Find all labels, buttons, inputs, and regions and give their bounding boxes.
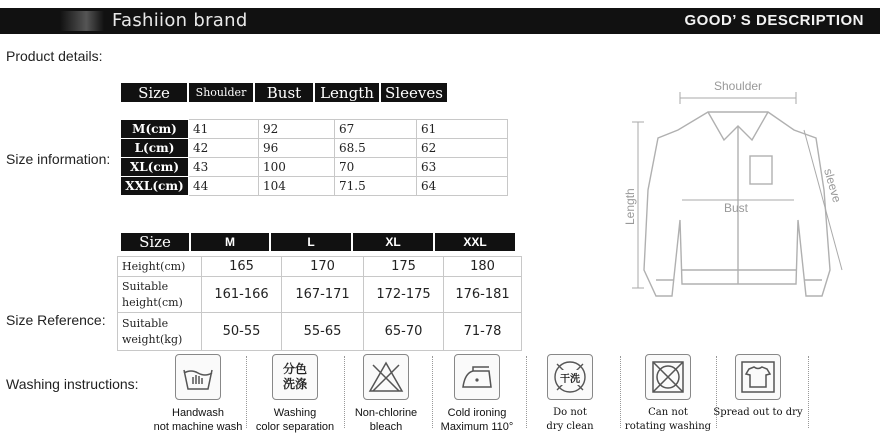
dry-clean-glyph: 干洗	[560, 370, 580, 385]
cell-suitable-weight: 50-55	[202, 313, 282, 351]
cell-length: 71.5	[335, 177, 417, 196]
header-shoulder: Shoulder	[188, 82, 254, 103]
reference-table-header	[120, 232, 516, 252]
wash-text-1: Handwash	[172, 407, 224, 419]
measure-lines	[632, 92, 845, 288]
wash-dry-flat	[708, 354, 808, 420]
shirt-diagram	[598, 70, 868, 310]
diagram-sleeve-label: sleeve	[821, 166, 845, 205]
table-row	[121, 139, 508, 158]
table-row	[118, 313, 522, 351]
header-bust: Bust	[254, 82, 314, 103]
cell-height: 170	[282, 257, 364, 277]
no-dry-clean-icon	[547, 354, 593, 400]
brand-name: Fashiion brand	[112, 10, 248, 31]
suitable-weight-label-line1: Suitable	[122, 316, 169, 330]
iron-icon	[454, 354, 500, 400]
color-separation-glyph-2: 洗涤	[282, 377, 307, 391]
wash-text-1: Cold ironing	[447, 407, 507, 419]
header-sleeves: Sleeves	[380, 82, 448, 103]
size-table	[120, 119, 508, 196]
diagram-shoulder-label: Shoulder	[714, 79, 763, 93]
ref-header-xxl: XXL	[434, 232, 516, 252]
cell-sleeves: 62	[417, 139, 508, 158]
row-size: XXL(cm)	[121, 177, 189, 196]
cell-shoulder: 41	[189, 120, 259, 139]
dry-flat-icon	[735, 354, 781, 400]
cell-suitable-weight: 55-65	[282, 313, 364, 351]
cell-bust: 100	[259, 158, 335, 177]
suitable-height-label	[118, 277, 202, 313]
header-size: Size	[120, 82, 188, 103]
cell-suitable-weight: 65-70	[364, 313, 444, 351]
table-row	[121, 120, 508, 139]
suitable-weight-label-line2: weight(kg)	[122, 332, 183, 346]
wash-text-2: bleach	[369, 421, 403, 433]
cell-bust: 92	[259, 120, 335, 139]
reference-table	[117, 256, 522, 351]
row-size: XL(cm)	[121, 158, 189, 177]
wash-iron	[427, 354, 527, 434]
cell-height: 180	[444, 257, 522, 277]
divider	[808, 356, 809, 428]
suitable-height-label-line2: height(cm)	[122, 295, 183, 309]
cell-height: 175	[364, 257, 444, 277]
ref-header-l: L	[270, 232, 352, 252]
ref-header-m: M	[190, 232, 270, 252]
row-size: L(cm)	[121, 139, 189, 158]
wash-text-1: Non-chlorine	[354, 407, 418, 419]
diagram-length-label: Length	[623, 188, 637, 225]
cell-shoulder: 42	[189, 139, 259, 158]
table-row	[118, 277, 522, 313]
handwash-icon	[175, 354, 221, 400]
size-information-label: Size information:	[6, 151, 111, 167]
wash-text-1: Washing	[273, 407, 317, 419]
cell-bust: 104	[259, 177, 335, 196]
wash-text-2: color separation	[255, 421, 335, 433]
header-decoration	[60, 11, 104, 31]
wash-text-1: Spread out to dry	[713, 407, 803, 418]
diagram-bust-label: Bust	[724, 201, 749, 215]
ref-header-size: Size	[120, 232, 190, 252]
cell-sleeves: 61	[417, 120, 508, 139]
height-label: Height(cm)	[118, 257, 202, 277]
header-bar	[0, 8, 880, 34]
wash-text-1: Do not	[553, 407, 587, 418]
no-bleach-icon	[363, 354, 409, 400]
cell-length: 70	[335, 158, 417, 177]
table-row	[121, 177, 508, 196]
section-title: GOOD’ S DESCRIPTION	[684, 12, 864, 29]
cell-length: 67	[335, 120, 417, 139]
size-table-header	[120, 82, 448, 103]
cell-bust: 96	[259, 139, 335, 158]
color-separation-glyph-1: 分色	[282, 362, 307, 376]
wash-no-dry-clean	[520, 354, 620, 434]
no-tumble-icon	[645, 354, 691, 400]
wash-no-bleach	[336, 354, 436, 434]
wash-text-2: Maximum 110°	[440, 421, 514, 433]
cell-length: 68.5	[335, 139, 417, 158]
cell-sleeves: 63	[417, 158, 508, 177]
color-separation-icon	[272, 354, 318, 400]
suitable-height-label-line1: Suitable	[122, 279, 169, 293]
cell-suitable-weight: 71-78	[444, 313, 522, 351]
wash-text-2: rotating washing	[624, 421, 712, 432]
wash-text-2: not machine wash	[153, 421, 243, 433]
row-size: M(cm)	[121, 120, 189, 139]
washing-instructions-label: Washing instructions:	[6, 376, 139, 392]
ref-header-xl: XL	[352, 232, 434, 252]
cell-suitable-height: 176-181	[444, 277, 522, 313]
wash-text-2: dry clean	[546, 421, 594, 432]
cell-height: 165	[202, 257, 282, 277]
cell-suitable-height: 161-166	[202, 277, 282, 313]
cell-sleeves: 64	[417, 177, 508, 196]
wash-handwash	[148, 354, 248, 434]
table-row	[118, 257, 522, 277]
cell-suitable-height: 172-175	[364, 277, 444, 313]
wash-color-separation	[245, 354, 345, 434]
table-row	[121, 158, 508, 177]
product-details-label: Product details:	[6, 48, 103, 64]
cell-shoulder: 43	[189, 158, 259, 177]
suitable-weight-label	[118, 313, 202, 351]
wash-no-tumble	[618, 354, 718, 434]
cell-suitable-height: 167-171	[282, 277, 364, 313]
size-reference-label: Size Reference:	[6, 312, 106, 328]
cell-shoulder: 44	[189, 177, 259, 196]
header-length: Length	[314, 82, 380, 103]
wash-text-1: Can not	[648, 407, 688, 418]
